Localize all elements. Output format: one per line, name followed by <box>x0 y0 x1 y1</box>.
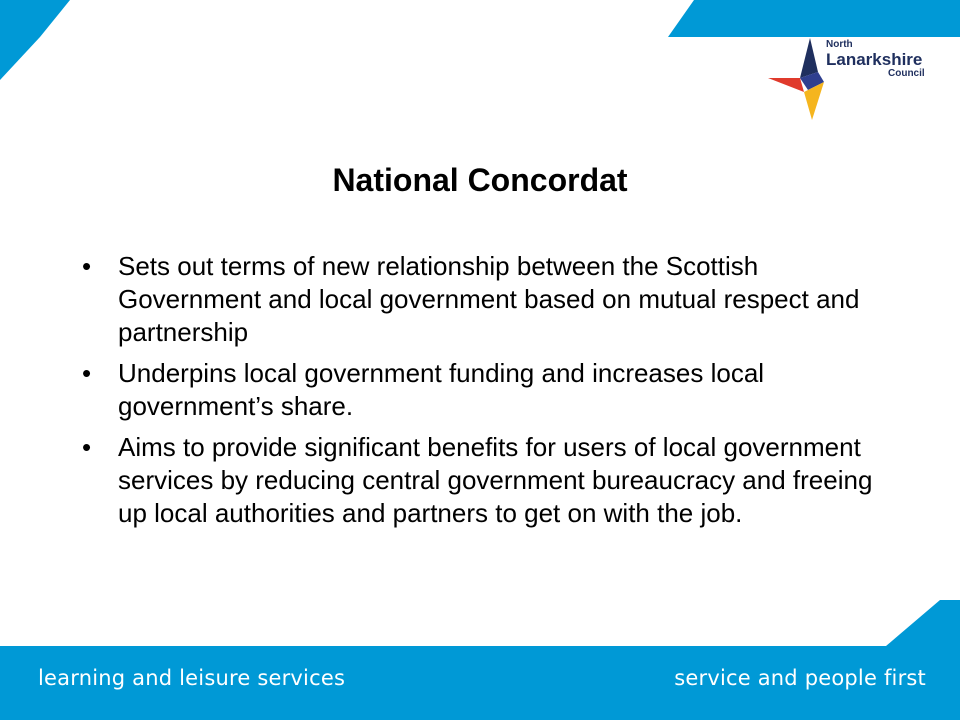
logo-council-text: Council <box>888 68 925 79</box>
bullet-text: Sets out terms of new relationship between the Scottish Government and local government based on mutual respect and partnership <box>118 251 860 347</box>
bullet-icon: • <box>82 358 92 388</box>
council-logo <box>768 38 938 124</box>
footer-left-text: learning and leisure services <box>38 666 346 690</box>
logo-lanarkshire-text: Lanarkshire <box>826 50 923 69</box>
bullet-text: Aims to provide significant benefits for users of local government services by reducing central government bureaucracy and freeing up local authorities and partners to get on with the job. <box>118 432 873 528</box>
bullet-icon: • <box>82 432 92 462</box>
logo-north-text: North <box>826 39 853 50</box>
slide-title: National Concordat <box>332 162 628 198</box>
bullet-item <box>80 431 880 530</box>
bullet-icon: • <box>82 251 92 281</box>
bullet-list <box>80 250 880 538</box>
footer-right-text: service and people first <box>674 666 926 690</box>
bullet-item <box>80 357 880 423</box>
bullet-item <box>80 250 880 349</box>
bottom-banner <box>0 600 960 720</box>
bullet-text: Underpins local government funding and increases local government’s share. <box>118 358 765 421</box>
